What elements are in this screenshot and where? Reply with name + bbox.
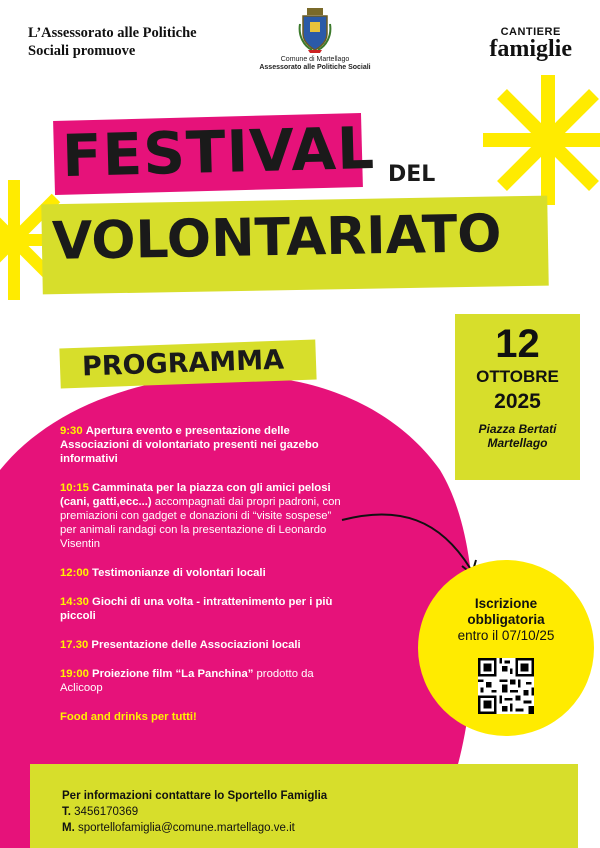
qr-code-icon[interactable]	[478, 658, 534, 714]
date-day: 12	[495, 322, 540, 366]
iscrizione-circle	[418, 560, 594, 736]
contact-phone	[62, 804, 327, 820]
event-title: Presentazione delle Associazioni locali	[91, 639, 301, 651]
event-item	[60, 667, 350, 695]
promoter-line2: Sociali promuove	[28, 43, 136, 59]
event-time: 17.30	[60, 639, 89, 651]
date-month: OTTOBRE	[476, 367, 559, 386]
programma-title: PROGRAMMA	[81, 344, 285, 383]
mail-address[interactable]: sportellofamiglia@comune.martellago.ve.it	[77, 822, 295, 834]
comune-logo	[255, 6, 375, 72]
comune-dept: Assessorato alle Politiche Sociali	[259, 64, 371, 71]
date-place	[455, 422, 580, 450]
event-title: Giochi di una volta - intrattenimento per i più piccoli	[60, 596, 333, 622]
event-time: 12:00	[60, 567, 89, 579]
iscrizione-line2: obbligatoria	[467, 612, 545, 627]
event-item	[60, 566, 350, 580]
promoter-text	[28, 24, 197, 60]
event-item	[60, 638, 350, 652]
cantiere-famiglie-logo	[489, 26, 572, 60]
contact-info	[62, 788, 327, 836]
star-top-right	[483, 75, 600, 205]
event-item	[60, 424, 350, 466]
iscrizione-deadline: entro il 07/10/25	[457, 628, 555, 643]
phone-number[interactable]: 3456170369	[74, 806, 139, 818]
event-title: Camminata per la piazza con gli amici pelosi (cani, gatti,ecc...)	[60, 482, 331, 508]
place-line2: Martellago	[487, 436, 548, 450]
date-box	[455, 314, 580, 480]
event-item	[60, 481, 350, 551]
title-volontariato: VOLONTARIATO	[51, 204, 502, 272]
comune-name: Comune di Martellago	[280, 56, 350, 63]
event-title: Proiezione film “La Panchina”	[92, 668, 254, 680]
place-line1: Piazza Bertati	[478, 422, 557, 436]
mail-label: M.	[62, 822, 75, 834]
phone-label: T.	[62, 806, 71, 818]
event-time: 9:30	[60, 425, 83, 437]
event-time: 14:30	[60, 596, 89, 608]
promoter-line1: L’Assessorato alle Politiche	[28, 25, 197, 41]
title-festival: FESTIVAL	[61, 113, 376, 191]
event-title: Apertura evento e presentazione delle Associazioni di volontariato presenti nei gazebo informativi	[60, 425, 319, 465]
event-desc: prodotto da Aclicoop	[60, 668, 314, 694]
food-note: Food and drinks per tutti!	[60, 711, 197, 723]
crest-icon	[298, 6, 332, 54]
event-desc: accompagnati dai propri padroni, con premiazioni con gadget e donazioni di “visite sospese” per animali randagi con la presentazione di Leonardo Visentin	[60, 496, 341, 550]
event-time: 19:00	[60, 668, 89, 680]
iscrizione-title	[418, 596, 594, 628]
date-year: 2025	[494, 390, 541, 413]
famiglie-label: famiglie	[489, 36, 572, 62]
events-list	[60, 424, 350, 724]
event-item	[60, 595, 350, 623]
event-time: 10:15	[60, 482, 89, 494]
contact-mail	[62, 820, 327, 836]
title-del: DEL	[388, 162, 436, 187]
iscrizione-line1: Iscrizione	[474, 596, 538, 611]
cantiere-label: CANTIERE	[500, 26, 561, 38]
contact-title: Per informazioni contattare lo Sportello Famiglia	[62, 790, 328, 802]
event-title: Testimonianze di volontari locali	[92, 567, 266, 579]
